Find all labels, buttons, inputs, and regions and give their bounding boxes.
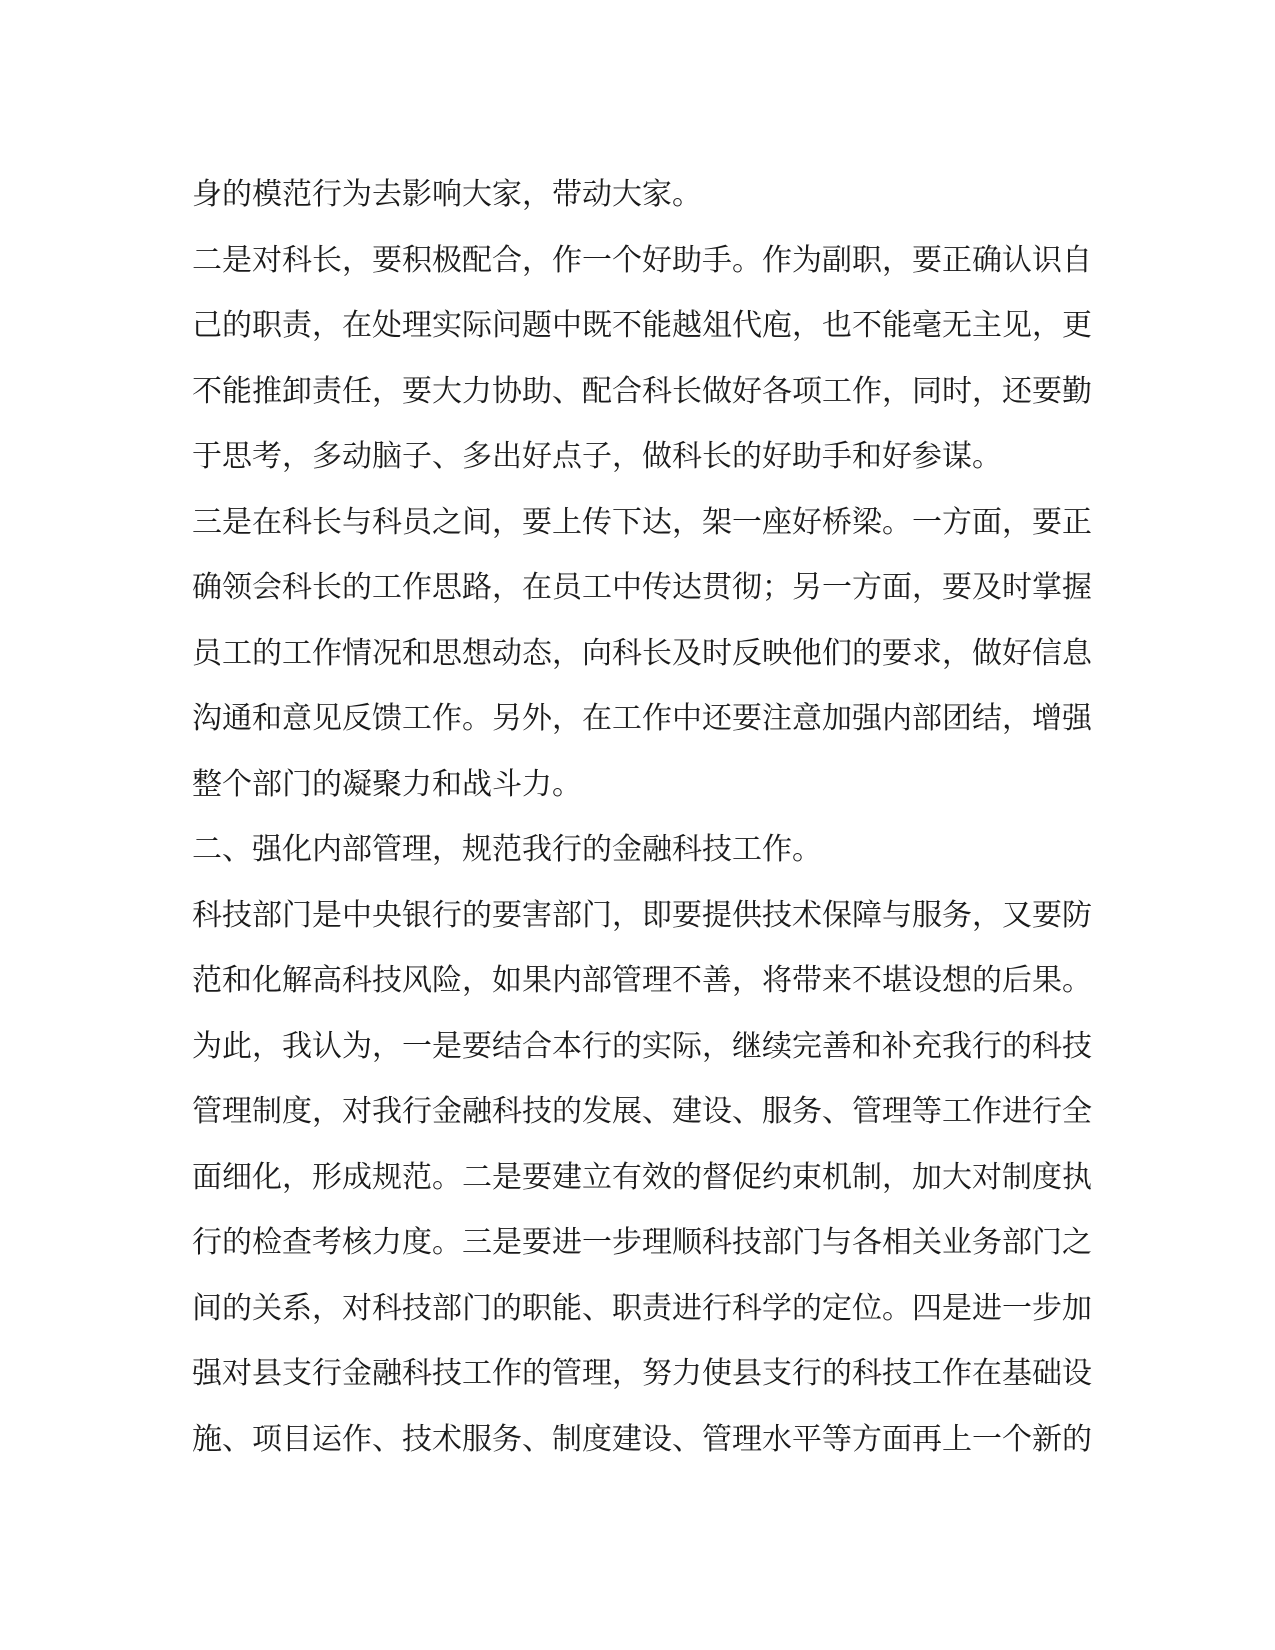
text-line: 身的模范行为去影响大家，带动大家。 bbox=[192, 177, 702, 212]
section-heading: 二、强化内部管理，规范我行的金融科技工作。 bbox=[192, 832, 822, 867]
text-line: 范和化解高科技风险，如果内部管理不善，将带来不堪设想的后果。 bbox=[192, 963, 1092, 998]
text-line: 员工的工作情况和思想动态，向科长及时反映他们的要求，做好信息 bbox=[192, 635, 1092, 671]
text-line: 整个部门的凝聚力和战斗力。 bbox=[192, 766, 582, 802]
body-text bbox=[192, 162, 1092, 1472]
text-line: 确领会科长的工作思路，在员工中传达贯彻；另一方面，要及时掌握 bbox=[192, 570, 1092, 605]
text-line: 强对县支行金融科技工作的管理，努力使县支行的科技工作在基础设 bbox=[192, 1356, 1092, 1391]
text-line: 二是对科长，要积极配合，作一个好助手。作为副职，要正确认识自 bbox=[192, 242, 1092, 278]
text-line: 为此，我认为，一是要结合本行的实际，继续完善和补充我行的科技 bbox=[192, 1028, 1092, 1064]
text-line: 不能推卸责任，要大力协助、配合科长做好各项工作，同时，还要勤 bbox=[192, 373, 1092, 409]
text-line: 管理制度，对我行金融科技的发展、建设、服务、管理等工作进行全 bbox=[192, 1094, 1092, 1129]
text-line: 施、项目运作、技术服务、制度建设、管理水平等方面再上一个新的 bbox=[192, 1421, 1092, 1457]
text-line: 间的关系，对科技部门的职能、职责进行科学的定位。四是进一步加 bbox=[192, 1290, 1092, 1326]
text-line: 面细化，形成规范。二是要建立有效的督促约束机制，加大对制度执 bbox=[192, 1159, 1092, 1195]
text-line: 沟通和意见反馈工作。另外，在工作中还要注意加强内部团结，增强 bbox=[192, 701, 1092, 736]
text-line: 行的检查考核力度。三是要进一步理顺科技部门与各相关业务部门之 bbox=[192, 1225, 1092, 1260]
text-line: 三是在科长与科员之间，要上传下达，架一座好桥梁。一方面，要正 bbox=[192, 504, 1092, 540]
text-line: 于思考，多动脑子、多出好点子，做科长的好助手和好参谋。 bbox=[192, 439, 1002, 474]
text-line: 己的职责，在处理实际问题中既不能越俎代庖，也不能毫无主见，更 bbox=[192, 308, 1092, 343]
text-line: 科技部门是中央银行的要害部门，即要提供技术保障与服务，又要防 bbox=[192, 897, 1092, 933]
